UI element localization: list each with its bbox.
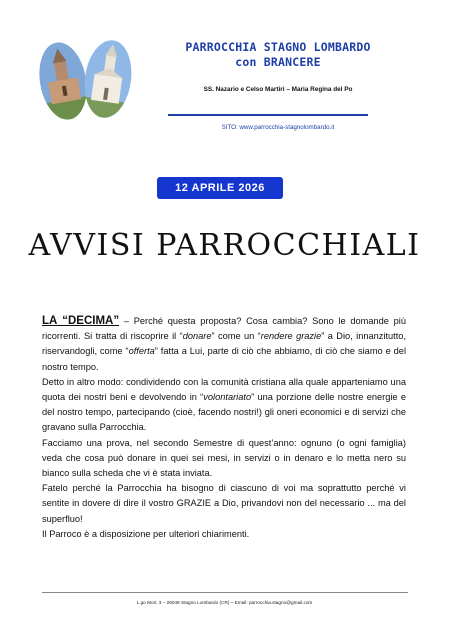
header-divider [168, 114, 368, 116]
article-text: ” a Dio, innanzitutto, riservandogli, come “ [42, 331, 407, 357]
article-emphasis: rendere grazie [260, 331, 322, 342]
article-emphasis: donare [182, 331, 212, 342]
parish-subtitle: SS. Nazario e Celso Martiri – Maria Regina del Po [203, 86, 353, 93]
parish-title-line2: con BRANCERE [235, 55, 321, 69]
article-text: ” come un “ [211, 331, 261, 342]
article-paragraph [42, 314, 406, 375]
article-paragraph: Il Parroco è a disposizione per ulteriori chiarimenti. [42, 528, 250, 539]
church-photos [40, 40, 135, 120]
parish-title [148, 40, 408, 70]
parish-title-line1: PARROCCHIA STAGNO LOMBARDO [185, 40, 371, 54]
footer-divider [42, 592, 408, 593]
article-body [42, 314, 406, 542]
article-text: – Perché questa proposta? Cosa cambia? Sono le domande più ricorrenti. Si tratta di riscoprire il “ [42, 316, 407, 342]
article-paragraph [42, 375, 406, 436]
article-paragraph: Fatelo perché la Parrocchia ha bisogno di ciascuno di voi ma soprattutto perché vi sentite in dovere di dire il vostro GRAZIE a Dio, privandovi non del necessario ... ma del superfluo! [42, 483, 406, 524]
article-emphasis: volontariato [203, 392, 252, 403]
article-emphasis: offerta [128, 346, 155, 357]
footer-address: L.go Mori, 3 – 26049 Stagno Lombardo (CR) – Email: parrocchia.stagno@gmail.com [136, 600, 313, 605]
page-title: AVVISI PARROCCHIALI [28, 228, 421, 263]
article-paragraph: Facciamo una prova, nel secondo Semestre di quest’anno: ognuno (o ogni famiglia) veda che cosa può donare in quei sei mesi, in servizi o in denaro e lo metta nero su bianco sulla scheda che vi è stata inviata. [42, 437, 406, 479]
date-badge: 12 APRILE 2026 [157, 177, 283, 199]
article-text: ” fatta a Lui, parte di ciò che abbiamo, di ciò che siamo e del nostro tempo. [42, 346, 406, 372]
church-right-photo [80, 37, 136, 121]
site-link[interactable]: SITO: www.parrocchia-stagnolombardo.it [221, 124, 335, 131]
article-heading: LA “DECIMA” [42, 315, 120, 327]
article-text: Detto in altro modo: condividendo con la comunità cristiana alla quale apparteniamo una quota dei nostri beni e devolvendo in “ [42, 376, 406, 403]
article-text: ” una porzione delle nostre energie e del nostro tempo, partecipando (cioè, facendo nostri!) gli oneri economici e di servizi che gravano sulla Parrocchia. [42, 392, 406, 433]
